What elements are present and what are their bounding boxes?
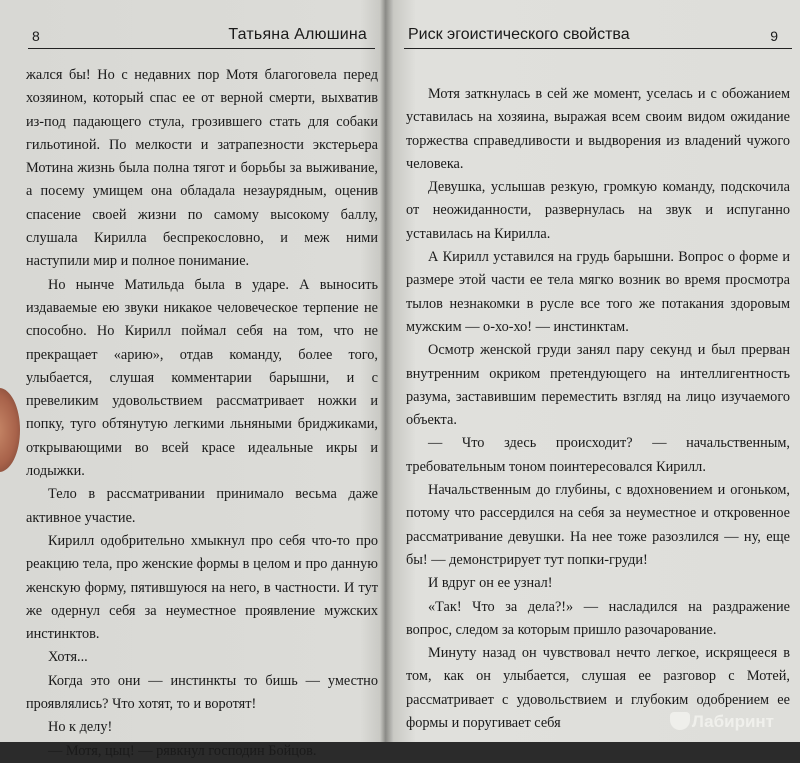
left-running-title: Татьяна Алюшина [228, 26, 367, 43]
right-page-header [404, 18, 792, 49]
paragraph: Тело в рассматривании принимало весьма даже активное участие. [26, 486, 378, 526]
paragraph: Осмотр женской груди занял пару секунд и был прерван внутренним окриком претендующего на интеллигентность разума, заставившим переместить взгляд на лицо изучаемого объекта. [406, 342, 790, 429]
paragraph: — Мотя, цыц! — рявкнул господин Бойцов. [48, 742, 317, 759]
paragraph: жался бы! Но с недавних пор Мотя благоговела перед хозяином, который спас ее от верной смерти, выхватив из-под падающего стула, грозившего стать для собаки гильотиной. По мелкости и затрапезности экстерьера Мотина жизнь была полна тягот и борьбы за выживание, а посему умищем она обладала незаурядным, оценив спасение своей жизни по самому высокому баллу, слушала Кирилла беспрекословно, и меж ними наступили мир и полное понимание. [26, 67, 378, 270]
paragraph: Но к делу! [48, 719, 113, 736]
right-page [390, 0, 800, 742]
right-running-title: Риск эгоистического свойства [408, 26, 630, 43]
left-page-number: 8 [32, 28, 40, 44]
paragraph: Кирилл одобрительно хмыкнул про себя что-то про реакцию тела, про женские формы в целом и про данную женскую форму, пятившуюся на него, в частности. И тут же одернул себя за неуместное проявление мужских инстинктов. [26, 532, 378, 643]
paragraph: А Кирилл уставился на грудь барышни. Вопрос о форме и размере этой части ее тела мягко возник во время просмотра тылов незнакомки в русле все того же потакания здоровым мужским — о-хо-хо! — инстинктам. [406, 249, 790, 335]
paragraph: Минуту назад он чувствовал нечто легкое, искрящееся в том, как он улыбается, слушая ее разговор с Мотей, рассматривает с удовольствием и глубоким одобрением ее формы и поругивает себя [406, 645, 790, 732]
paragraph: «Так! Что за дела?!» — насладился на раздражение вопрос, следом за которым пришло разочарование. [406, 598, 790, 638]
watermark-text: Лабиринт [691, 712, 774, 731]
right-page-text [406, 83, 790, 735]
right-page-number: 9 [770, 28, 778, 44]
paragraph: — Что здесь происходит? — начальственным, требовательным тоном поинтересовался Кирилл. [406, 435, 790, 475]
paragraph: Начальственным до глубины, с вдохновением и огоньком, потому что рассердился на себя за неуместное и откровенное рассматривание девушки. На нее тоже разозлился — ну, еще бы! — демонстрирует тут попки-груди! [406, 482, 790, 568]
left-page-text [26, 64, 378, 763]
paragraph: Хотя... [48, 649, 88, 666]
labirint-logo-icon [670, 712, 690, 730]
paragraph: Мотя заткнулась в сей же момент, уселась и с обожанием уставилась на хозяина, выражая всем своим видом ожидание торжества справедливости и выдворения из владений чужого человека. [406, 86, 790, 172]
paragraph: Но нынче Матильда была в ударе. А выносить издаваемые ею звуки никакое человеческое терпение не способно. Но Кирилл поймал себя на том, что не прекращает «арию», отдав команду, более того, улыбается, слушая комментарии барышни, и с превеликим удовольствием рассматривает ножки и попку, туго обтянутую легкими льняными бриджиками, открывающими во всей красе идеальные икры и лодыжки. [26, 276, 378, 480]
paragraph: Когда это они — инстинкты то бишь — уместно проявлялись? Что хотят, то и воротят! [26, 672, 378, 713]
thumb-photo-artifact [0, 388, 20, 472]
left-page [0, 0, 385, 759]
paragraph: И вдруг он ее узнал! [428, 575, 553, 592]
watermark-logo [670, 712, 774, 732]
left-page-header [28, 18, 375, 49]
paragraph: Девушка, услышав резкую, громкую команду, подскочила от неожиданности, развернулась на звук и испуганно уставилась на Кирилла. [406, 179, 790, 242]
